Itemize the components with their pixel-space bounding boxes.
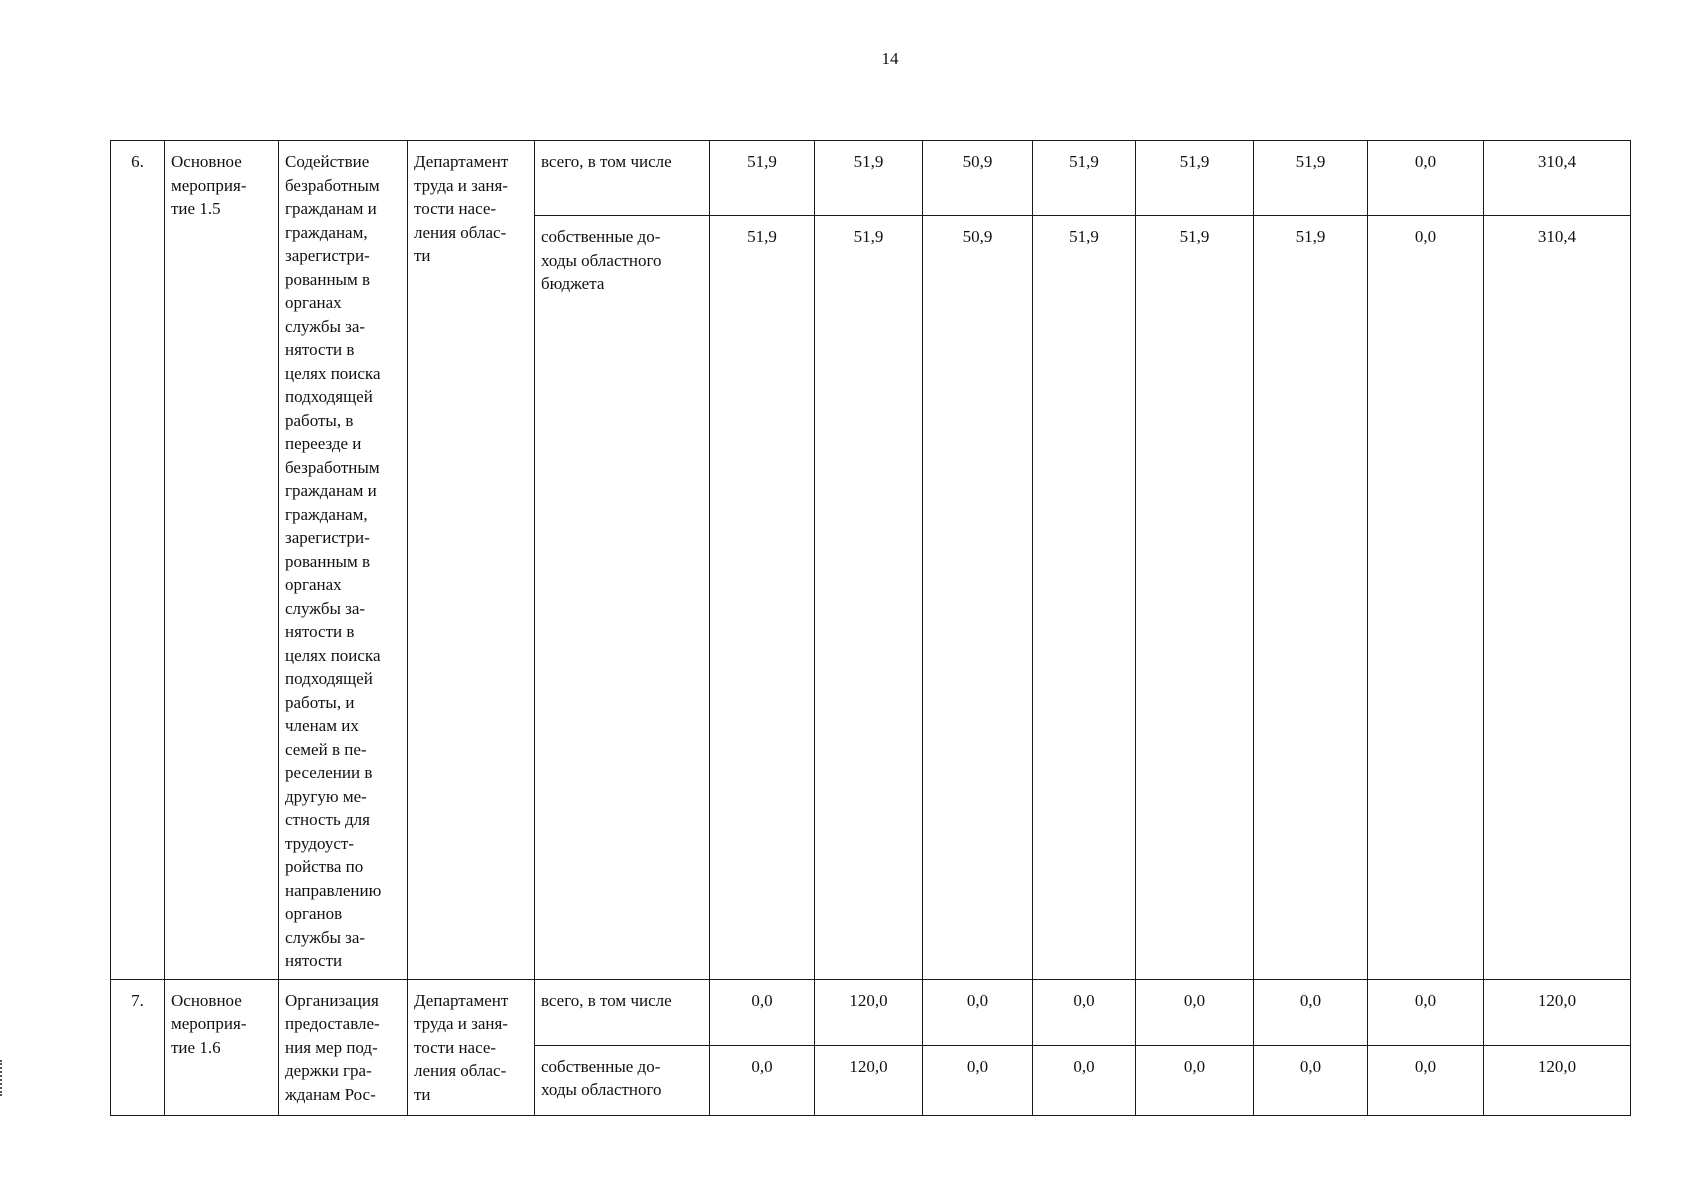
text-line: целях поиска	[285, 363, 381, 383]
text-line: гражданам,	[285, 222, 368, 242]
text-line: нятости в	[285, 622, 355, 641]
value-cell: 0,0	[1368, 1045, 1484, 1115]
text-line: гражданам и	[285, 199, 377, 218]
value-cell: 0,0	[1136, 979, 1254, 1045]
executor-cell	[408, 979, 535, 1115]
value-cell: 0,0	[1368, 216, 1484, 979]
text-line: ходы областного	[541, 1080, 662, 1099]
text-line: ния мер под-	[285, 1037, 378, 1057]
text-line: ройства по	[285, 857, 364, 876]
text-line: работы, в	[285, 410, 354, 430]
text-line: тие 1.6	[171, 1037, 221, 1057]
text-line: направлению	[285, 880, 382, 900]
text-line: жданам Рос-	[285, 1084, 376, 1104]
text-line: зарегистри-	[285, 528, 370, 547]
row-number: 7.	[111, 979, 165, 1115]
text-line: целях поиска	[285, 645, 381, 665]
event-description-cell	[279, 141, 408, 980]
value-cell: 51,9	[1254, 216, 1368, 979]
text-line: гражданам и	[285, 481, 377, 500]
text-line: работы, и	[285, 692, 355, 712]
value-cell: 51,9	[1033, 141, 1136, 216]
event-description-cell	[279, 979, 408, 1115]
value-cell: 0,0	[923, 1045, 1033, 1115]
value-cell: 51,9	[710, 141, 815, 216]
funding-source-cell	[535, 216, 710, 979]
funding-source-cell	[535, 979, 710, 1045]
row-number: 6.	[111, 141, 165, 980]
text-line: рованным в	[285, 551, 370, 571]
value-cell: 0,0	[1368, 979, 1484, 1045]
text-line: тости насе-	[414, 1037, 497, 1057]
value-cell: 51,9	[815, 216, 923, 979]
text-line: рованным в	[285, 269, 370, 289]
text-line: всего, в том числе	[541, 990, 672, 1010]
event-name-cell	[165, 141, 279, 980]
total-value-cell: 120,0	[1484, 1045, 1631, 1115]
text-line: держки гра-	[285, 1061, 372, 1080]
text-line: тие 1.5	[171, 199, 221, 218]
value-cell: 120,0	[815, 1045, 923, 1115]
event-name-cell	[165, 979, 279, 1115]
budget-table	[110, 140, 1631, 1116]
text-line: нятости в	[285, 340, 355, 359]
total-value-cell: 310,4	[1484, 141, 1631, 216]
table-row	[111, 979, 1631, 1045]
text-line: стность для	[285, 810, 370, 829]
text-line: труда и заня-	[414, 175, 508, 195]
text-line: органах	[285, 293, 342, 312]
text-line: членам их	[285, 716, 359, 735]
executor-cell	[408, 141, 535, 980]
text-line: тости насе-	[414, 199, 497, 218]
text-line: мероприя-	[171, 1014, 247, 1033]
text-line: семей в пе-	[285, 739, 367, 759]
text-line: другую ме-	[285, 786, 367, 806]
text-line: Содействие	[285, 152, 370, 171]
value-cell: 0,0	[710, 1045, 815, 1115]
text-line: ления облас-	[414, 1061, 507, 1080]
text-line: службы за-	[285, 598, 366, 618]
text-line: труда и заня-	[414, 1014, 508, 1033]
text-line: всего, в том числе	[541, 152, 672, 171]
text-line: собственные до-	[541, 227, 661, 247]
value-cell: 0,0	[1254, 1045, 1368, 1115]
value-cell: 0,0	[710, 979, 815, 1045]
text-line: нятости	[285, 951, 343, 970]
text-line: органов	[285, 904, 343, 923]
funding-source-cell	[535, 141, 710, 216]
text-line: безработным	[285, 175, 380, 195]
text-line: службы за-	[285, 927, 366, 947]
text-line: Департамент	[414, 990, 509, 1010]
value-cell: 50,9	[923, 141, 1033, 216]
text-line: безработным	[285, 457, 380, 477]
value-cell: 51,9	[710, 216, 815, 979]
text-line: Основное	[171, 990, 242, 1010]
value-cell: 51,9	[1254, 141, 1368, 216]
value-cell: 51,9	[1136, 216, 1254, 979]
text-line: мероприя-	[171, 175, 247, 195]
value-cell: 0,0	[1033, 979, 1136, 1045]
text-line: Организация	[285, 990, 379, 1010]
value-cell: 120,0	[815, 979, 923, 1045]
text-line: предоставле-	[285, 1014, 380, 1033]
text-line: бюджета	[541, 274, 605, 294]
text-line: подходящей	[285, 387, 373, 406]
value-cell: 51,9	[815, 141, 923, 216]
text-line: органах	[285, 575, 342, 594]
text-line: службы за-	[285, 316, 366, 336]
text-line: ти	[414, 1084, 431, 1104]
funding-source-cell	[535, 1045, 710, 1115]
text-line: подходящей	[285, 669, 373, 688]
text-line: Департамент	[414, 152, 509, 171]
table-row	[111, 141, 1631, 216]
value-cell: 51,9	[1033, 216, 1136, 979]
text-line: Основное	[171, 152, 242, 171]
text-line: ления облас-	[414, 222, 507, 242]
page-number: 14	[881, 49, 899, 68]
text-line: собственные до-	[541, 1056, 661, 1076]
value-cell: 0,0	[1033, 1045, 1136, 1115]
text-line: переезде и	[285, 434, 362, 453]
value-cell: 50,9	[923, 216, 1033, 979]
value-cell: 0,0	[1254, 979, 1368, 1045]
table-body	[111, 141, 1631, 1116]
scan-edge-marks	[0, 1060, 5, 1096]
value-cell: 0,0	[1368, 141, 1484, 216]
total-value-cell: 120,0	[1484, 979, 1631, 1045]
text-line: ходы областного	[541, 250, 662, 270]
text-line: ти	[414, 246, 431, 265]
value-cell: 0,0	[1136, 1045, 1254, 1115]
value-cell: 0,0	[923, 979, 1033, 1045]
text-line: гражданам,	[285, 504, 368, 524]
value-cell: 51,9	[1136, 141, 1254, 216]
total-value-cell: 310,4	[1484, 216, 1631, 979]
text-line: зарегистри-	[285, 246, 370, 265]
text-line: реселении в	[285, 763, 373, 782]
text-line: трудоуст-	[285, 833, 354, 853]
